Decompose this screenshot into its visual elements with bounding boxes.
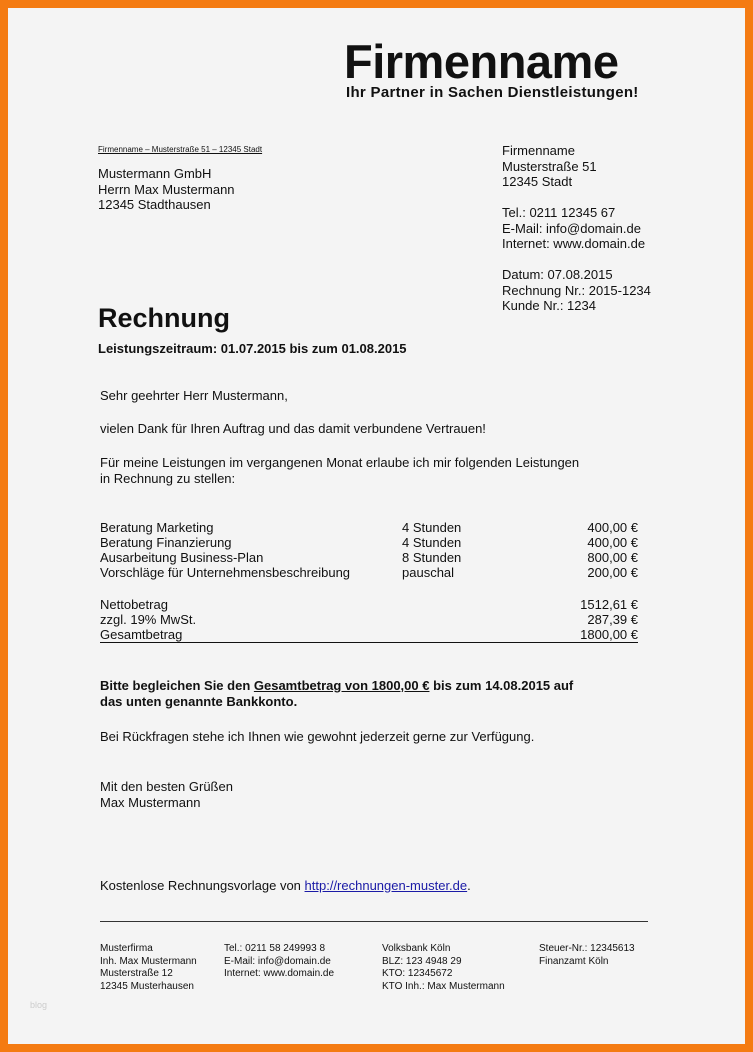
- footer-line: Inh. Max Mustermann: [100, 955, 197, 967]
- line-item: [100, 520, 638, 536]
- company-line: Firmenname: [502, 143, 575, 158]
- note-end: .: [467, 878, 471, 893]
- footer-line: KTO Inh.: Max Mustermann: [382, 980, 505, 992]
- item-qty: 4 Stunden: [402, 535, 462, 550]
- line-item: [100, 535, 638, 551]
- total-amount: 1800,00 €: [580, 627, 638, 642]
- payment-amount: Gesamtbetrag von 1800,00 €: [253, 678, 430, 693]
- footer-line: Steuer-Nr.: 12345613: [539, 943, 635, 954]
- contact-line: Internet: www.domain.de: [502, 236, 646, 251]
- total-amount: 1512,61 €: [580, 597, 638, 612]
- contact-line: Tel.: 0211 12345 67: [502, 205, 616, 220]
- total-label: Nettobetrag: [100, 597, 168, 612]
- company-contact: [502, 205, 645, 252]
- company-line: 12345 Stadt: [502, 174, 573, 189]
- item-qty: 4 Stunden: [402, 520, 462, 535]
- service-period: Leistungszeitraum: 01.07.2015 bis zum 01.08.2015: [98, 341, 407, 356]
- item-qty: 8 Stunden: [402, 550, 462, 565]
- total-label: Gesamtbetrag: [100, 627, 183, 642]
- invoice-page: [8, 8, 745, 1044]
- invoice-title: Rechnung: [98, 303, 230, 333]
- company-line: Musterstraße 51: [502, 158, 597, 174]
- item-desc: Beratung Marketing: [100, 520, 214, 535]
- logo-name: Firmenname: [344, 35, 619, 88]
- total-row-gross: [100, 627, 638, 643]
- footer-line: E-Mail: info@domain.de: [224, 955, 331, 967]
- intro: [100, 455, 579, 486]
- recipient-address: [98, 166, 235, 213]
- footer-col-contact: [224, 943, 334, 981]
- footer-line: BLZ: 123 4948 29: [382, 955, 462, 967]
- footer-line: 12345 Musterhausen: [100, 980, 194, 992]
- footer-line: Internet: www.domain.de: [224, 968, 335, 979]
- footer-line: Tel.: 0211 58 249993 8: [224, 943, 326, 954]
- contact-line: E-Mail: info@domain.de: [502, 220, 641, 236]
- item-amount: 400,00 €: [587, 535, 638, 550]
- line-item: [100, 565, 638, 581]
- note-text: Kostenlose Rechnungsvorlage von: [100, 878, 305, 893]
- payment-request: [100, 678, 573, 709]
- payment-text: bis zum 14.08.2015 auf: [429, 678, 574, 693]
- payment-text: das unten genannte Bankkonto.: [100, 693, 298, 709]
- item-desc: Vorschläge für Unternehmensbeschreibung: [100, 565, 351, 580]
- footer-col-bank: [382, 943, 505, 993]
- item-amount: 800,00 €: [587, 550, 638, 565]
- intro-line: in Rechnung zu stellen:: [100, 470, 236, 486]
- line-item: [100, 550, 638, 566]
- footer-line: Finanzamt Köln: [539, 955, 609, 967]
- signature-name: Max Mustermann: [100, 794, 201, 810]
- footer-line: KTO: 12345672: [382, 968, 453, 979]
- payment-text: Bitte begleichen Sie den: [100, 678, 254, 693]
- invoice-meta: [502, 267, 651, 314]
- intro-line: Für meine Leistungen im vergangenen Monat erlaube ich mir folgenden Leistungen: [100, 455, 580, 470]
- greeting: Sehr geehrter Herr Mustermann,: [100, 388, 288, 403]
- total-amount: 287,39 €: [587, 612, 638, 627]
- item-amount: 400,00 €: [587, 520, 638, 535]
- total-row: [100, 612, 638, 628]
- meta-line: Rechnung Nr.: 2015-1234: [502, 282, 651, 298]
- logo-tagline: Ihr Partner in Sachen Dienstleistungen!: [346, 84, 639, 101]
- meta-line: Datum: 07.08.2015: [502, 267, 613, 282]
- template-note: [100, 878, 471, 894]
- template-link[interactable]: http://rechnungen-muster.de: [304, 878, 468, 893]
- item-qty: pauschal: [402, 565, 455, 580]
- item-desc: Ausarbeitung Business-Plan: [100, 550, 264, 565]
- footer-line: Volksbank Köln: [382, 943, 451, 954]
- total-label: zzgl. 19% MwSt.: [100, 612, 197, 627]
- recipient-line: Mustermann GmbH: [98, 166, 212, 181]
- total-row: [100, 597, 638, 613]
- closing-line: Mit den besten Grüßen: [100, 779, 233, 794]
- questions: Bei Rückfragen stehe ich Ihnen wie gewohnt jederzeit gerne zur Verfügung.: [100, 729, 535, 744]
- item-amount: 200,00 €: [587, 565, 638, 580]
- watermark: blog: [30, 1000, 48, 1010]
- footer-col-company: [100, 943, 197, 993]
- company-address: [502, 143, 597, 190]
- closing: [100, 779, 233, 810]
- recipient-line: 12345 Stadthausen: [98, 197, 211, 212]
- footer-divider: [100, 921, 648, 922]
- footer-col-tax: [539, 943, 635, 968]
- item-desc: Beratung Finanzierung: [100, 535, 232, 550]
- footer-line: Musterfirma: [100, 943, 153, 954]
- thanks: vielen Dank für Ihren Auftrag und das damit verbundene Vertrauen!: [100, 421, 486, 436]
- meta-line: Kunde Nr.: 1234: [502, 298, 596, 313]
- sender-line: Firmenname – Musterstraße 51 – 12345 Stadt: [98, 145, 263, 154]
- footer-line: Musterstraße 12: [100, 968, 173, 979]
- recipient-line: Herrn Max Mustermann: [98, 181, 235, 197]
